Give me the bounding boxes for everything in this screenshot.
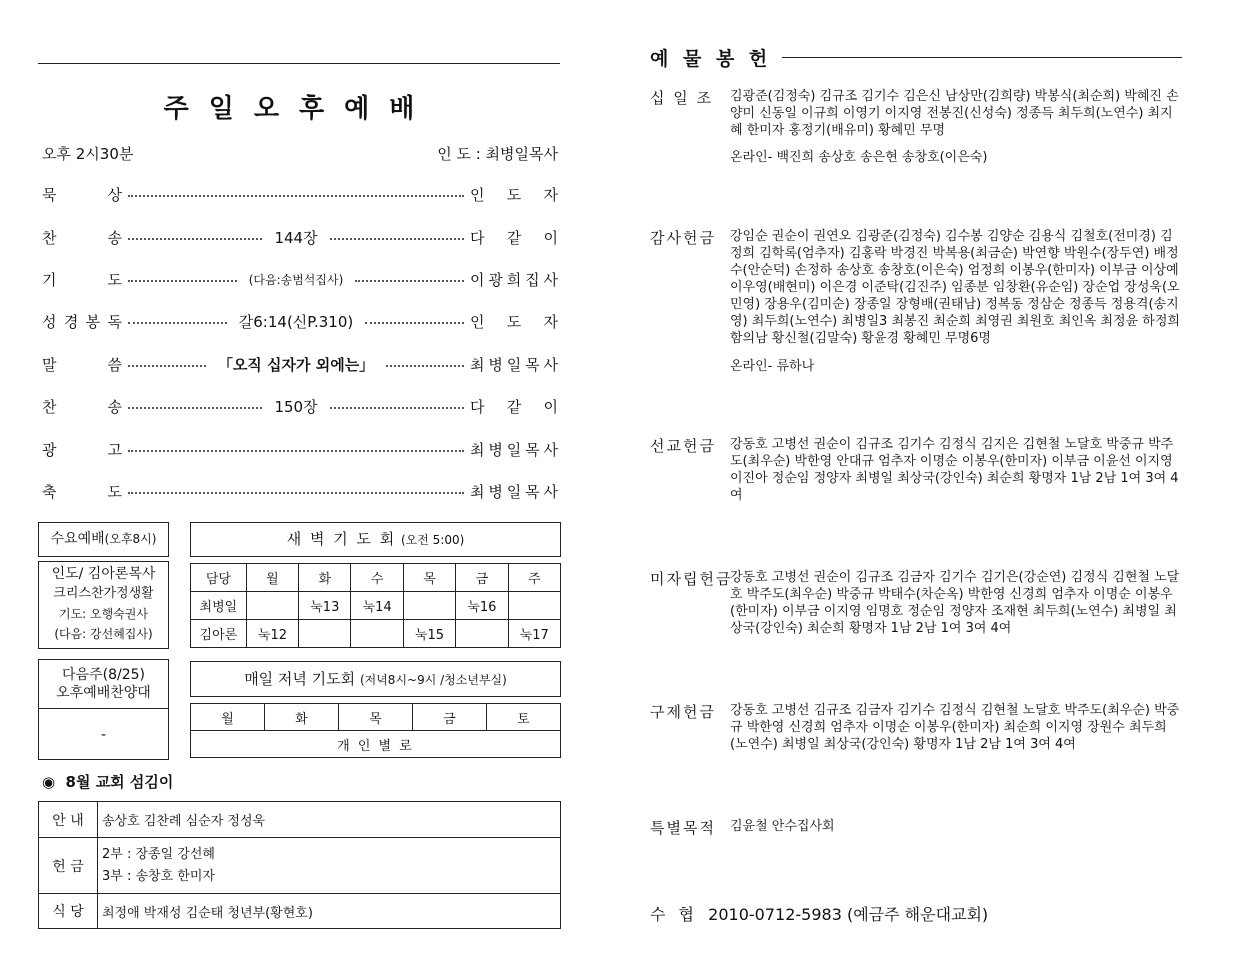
offering-names: 강동호 고병선 김규조 김금자 김기수 김정식 김현철 노달호 박주도(최우순) 박중규 박한영 신경희 엄추자 이명순 이봉우(한미자) 최순희 이지영 장원수 최두희(노연수) 최병일 최상국(강인숙) 황명자 1남 2남 1여 3여 4여 [730,703,1180,752]
offering-names: 김윤철 안수집사회 [730,819,835,834]
dawn-cell: 최병일 [191,592,247,620]
bullet-icon: ◉ [42,773,56,791]
order-item: (다음:송범석집사) [248,272,344,287]
dawn-title: 새 벽 기 도 회 [286,530,397,548]
offering-names: 강임순 권순이 권연오 김광준(김정숙) 김수봉 김양순 김용식 김철호(전미경) 김정희 김학록(엄추자) 김홍락 박경진 박복용(최금순) 박연향 박원수(장두연) 배정수(안순덕) 손정하 송상호 송창호(이은숙) 엄정희 이봉우(한미자) 이부금 이상예 이우영(배현미) 이은경 이준탁(김진주) 임종분 임창환(유순임) 장순업 장성욱(오민영) 장용우(김미순) 장종일 장형배(권태남) 정복동 정삼순 정종득 정용격(송지영) 최두희(노연수) 최병일3 최봉진 최순희 최영권 최원호 최인옥 최정윤 하정희 함의남 황신철(김말숙) 황윤경 황혜민 무명6명 [730,229,1180,346]
evening-header-cell: 화 [264,704,338,731]
dawn-cell: 눅14 [351,592,403,620]
dawn-cell: 눅12 [246,620,298,648]
dawn-cell: 김아론 [191,620,247,648]
offering-label: 선교헌금 [650,437,716,455]
order-person: 최 병 일 목 사 [470,482,558,501]
evening-header-cell: 금 [412,704,486,731]
service-label-offering: 헌 금 [39,838,98,894]
offering-names: 강동호 고병선 권순이 김규조 김금자 김기수 김기은(강순연) 김정식 김현철 노달호 박주도(최우순) 박중규 박태수(차순옥) 박한영 신경희 엄추자 이명순 이봉우(한미자) 이부금 이지영 임명호 정순임 정양자 조재현 최두희(노연수) 최병일 최상국(강인숙) 최순희 황명자 1남 2남 1여 3여 4여 [730,570,1180,636]
choir-title-2: 오후예배찬양대 [56,685,151,701]
wed-next: (다음: 강선혜집사) [54,627,153,641]
dawn-header-cell: 수 [351,564,403,592]
order-row [42,226,558,248]
order-row [42,310,558,332]
order-row [42,183,558,205]
service-title: 8월 교회 섬김이 [65,773,174,791]
order-person: 최 병 일 목 사 [470,440,558,459]
dawn-cell: 눅16 [456,592,508,620]
offering-label: 특별목적 [650,819,716,837]
wed-detail-box [38,561,169,649]
account-line [650,902,988,925]
offering-names: 강동호 고병선 권순이 김규조 김기수 김정식 김지은 김현철 노달호 박중규 박주도(최우순) 박한영 안대규 엄추자 이명순 이봉우(한미자) 이부금 이윤선 이지영 이진아 정순임 정양자 최병일 최상국(강인숙) 최순희 황명자 1남 2남 1여 3여 4여 [730,437,1179,503]
dawn-cell [299,620,351,648]
service-table [38,801,561,929]
offering-title: 예 물 봉 헌 [650,48,772,70]
service-value-offering-2: 3부 : 송창호 한미자 [102,868,215,884]
choir-value: - [39,708,168,761]
order-item: 갈6:14(신P.310) [238,312,354,331]
evening-header-cell: 토 [486,704,560,731]
dawn-cell: 눅17 [508,620,560,648]
offering-label: 구제헌금 [650,703,716,721]
order-row [42,395,558,417]
offering-label: 십 일 조 [650,89,714,107]
wed-title-box [38,522,169,557]
evening-table [190,703,561,758]
order-item: 144장 [274,228,318,247]
service-label-guide: 안 내 [39,802,98,838]
choir-box [38,659,169,760]
offering-online: 온라인- 류하나 [730,359,815,374]
top-rule [38,63,560,64]
service-heading [42,771,173,792]
dawn-title-box [190,522,561,557]
offering-label: 미자립헌금 [650,570,733,588]
service-label-kitchen: 식 당 [39,894,98,929]
dawn-header-cell: 담당 [191,564,247,592]
wed-leader: 인도/ 김아론목사 [51,566,156,582]
offering-rule [782,57,1182,58]
service-value-guide: 송상호 김찬례 심순자 정성욱 [98,802,561,838]
wed-title-note: (오후8시) [104,532,157,546]
dawn-cell: 눅15 [403,620,455,648]
dawn-header-cell: 화 [299,564,351,592]
order-label: 말 씀 [42,355,122,374]
order-label: 기 도 [42,270,122,289]
dawn-header-cell: 주 [508,564,560,592]
service-leader: 인 도 : 최병일목사 [437,145,558,163]
evening-note: 개 인 별 로 [191,731,561,758]
order-person: 인 도 자 [470,185,558,204]
offering-label: 감사헌금 [650,229,716,247]
order-label: 성 경 봉 독 [42,312,122,331]
order-label: 찬 송 [42,397,122,416]
dawn-cell: 눅13 [299,592,351,620]
order-person: 최 병 일 목 사 [470,355,558,374]
wed-topic: 크리스찬가정생활 [53,586,154,601]
evening-title-box [190,661,561,697]
wed-prayer: 기도: 오행숙권사 [58,607,148,621]
order-row [42,438,558,460]
dawn-header-cell: 목 [403,564,455,592]
order-person: 다 같 이 [470,228,558,247]
service-value-kitchen: 최정애 박재성 김순태 청년부(황현호) [98,894,561,929]
dawn-cell [403,592,455,620]
page-title: 주일오후예배 [163,94,435,124]
dawn-header-cell: 월 [246,564,298,592]
offering-names: 김광준(김정숙) 김규조 김기수 김은신 남상만(김희량) 박봉식(최순희) 박혜진 손양미 신동일 이규희 이영기 이지영 전봉진(신성숙) 정종득 최두희(노연수) 최지혜 한미자 홍정기(배유미) 황혜민 무명 [730,89,1179,138]
order-person: 이 광 희 집 사 [470,270,558,289]
dawn-table [190,563,561,648]
order-person: 인 도 자 [470,312,559,331]
service-time: 오후 2시30분 [42,145,134,163]
order-item: 「오직 십자가 외에는」 [217,355,375,374]
dawn-cell [246,592,298,620]
service-value-offering-1: 2부 : 장종일 강선혜 [102,846,215,862]
evening-header-cell: 목 [338,704,412,731]
evening-title-note: (저녁8시~9시 /청소년부실) [359,673,507,687]
account-label: 수 협 [650,905,698,924]
order-label: 축 도 [42,482,122,501]
order-person: 다 같 이 [470,397,558,416]
choir-title-1: 다음주(8/25) [62,667,145,683]
dawn-cell [351,620,403,648]
account-number: 2010-0712-5983 (예금주 해운대교회) [708,905,989,924]
evening-header-cell: 월 [191,704,265,731]
wed-title: 수요예배 [50,531,105,547]
order-row [42,268,558,290]
order-item: 150장 [274,397,318,416]
order-label: 광 고 [42,440,122,459]
dawn-cell [508,592,560,620]
order-row [42,353,558,375]
dawn-header-cell: 금 [456,564,508,592]
dawn-title-note: (오전 5:00) [401,533,465,547]
order-label: 묵 상 [42,185,122,204]
evening-title: 매일 저녁 기도회 [244,670,356,688]
order-row [42,480,558,502]
dawn-cell [456,620,508,648]
order-label: 찬 송 [42,228,122,247]
offering-online: 온라인- 백진희 송상호 송은현 송창호(이은숙) [730,150,988,165]
